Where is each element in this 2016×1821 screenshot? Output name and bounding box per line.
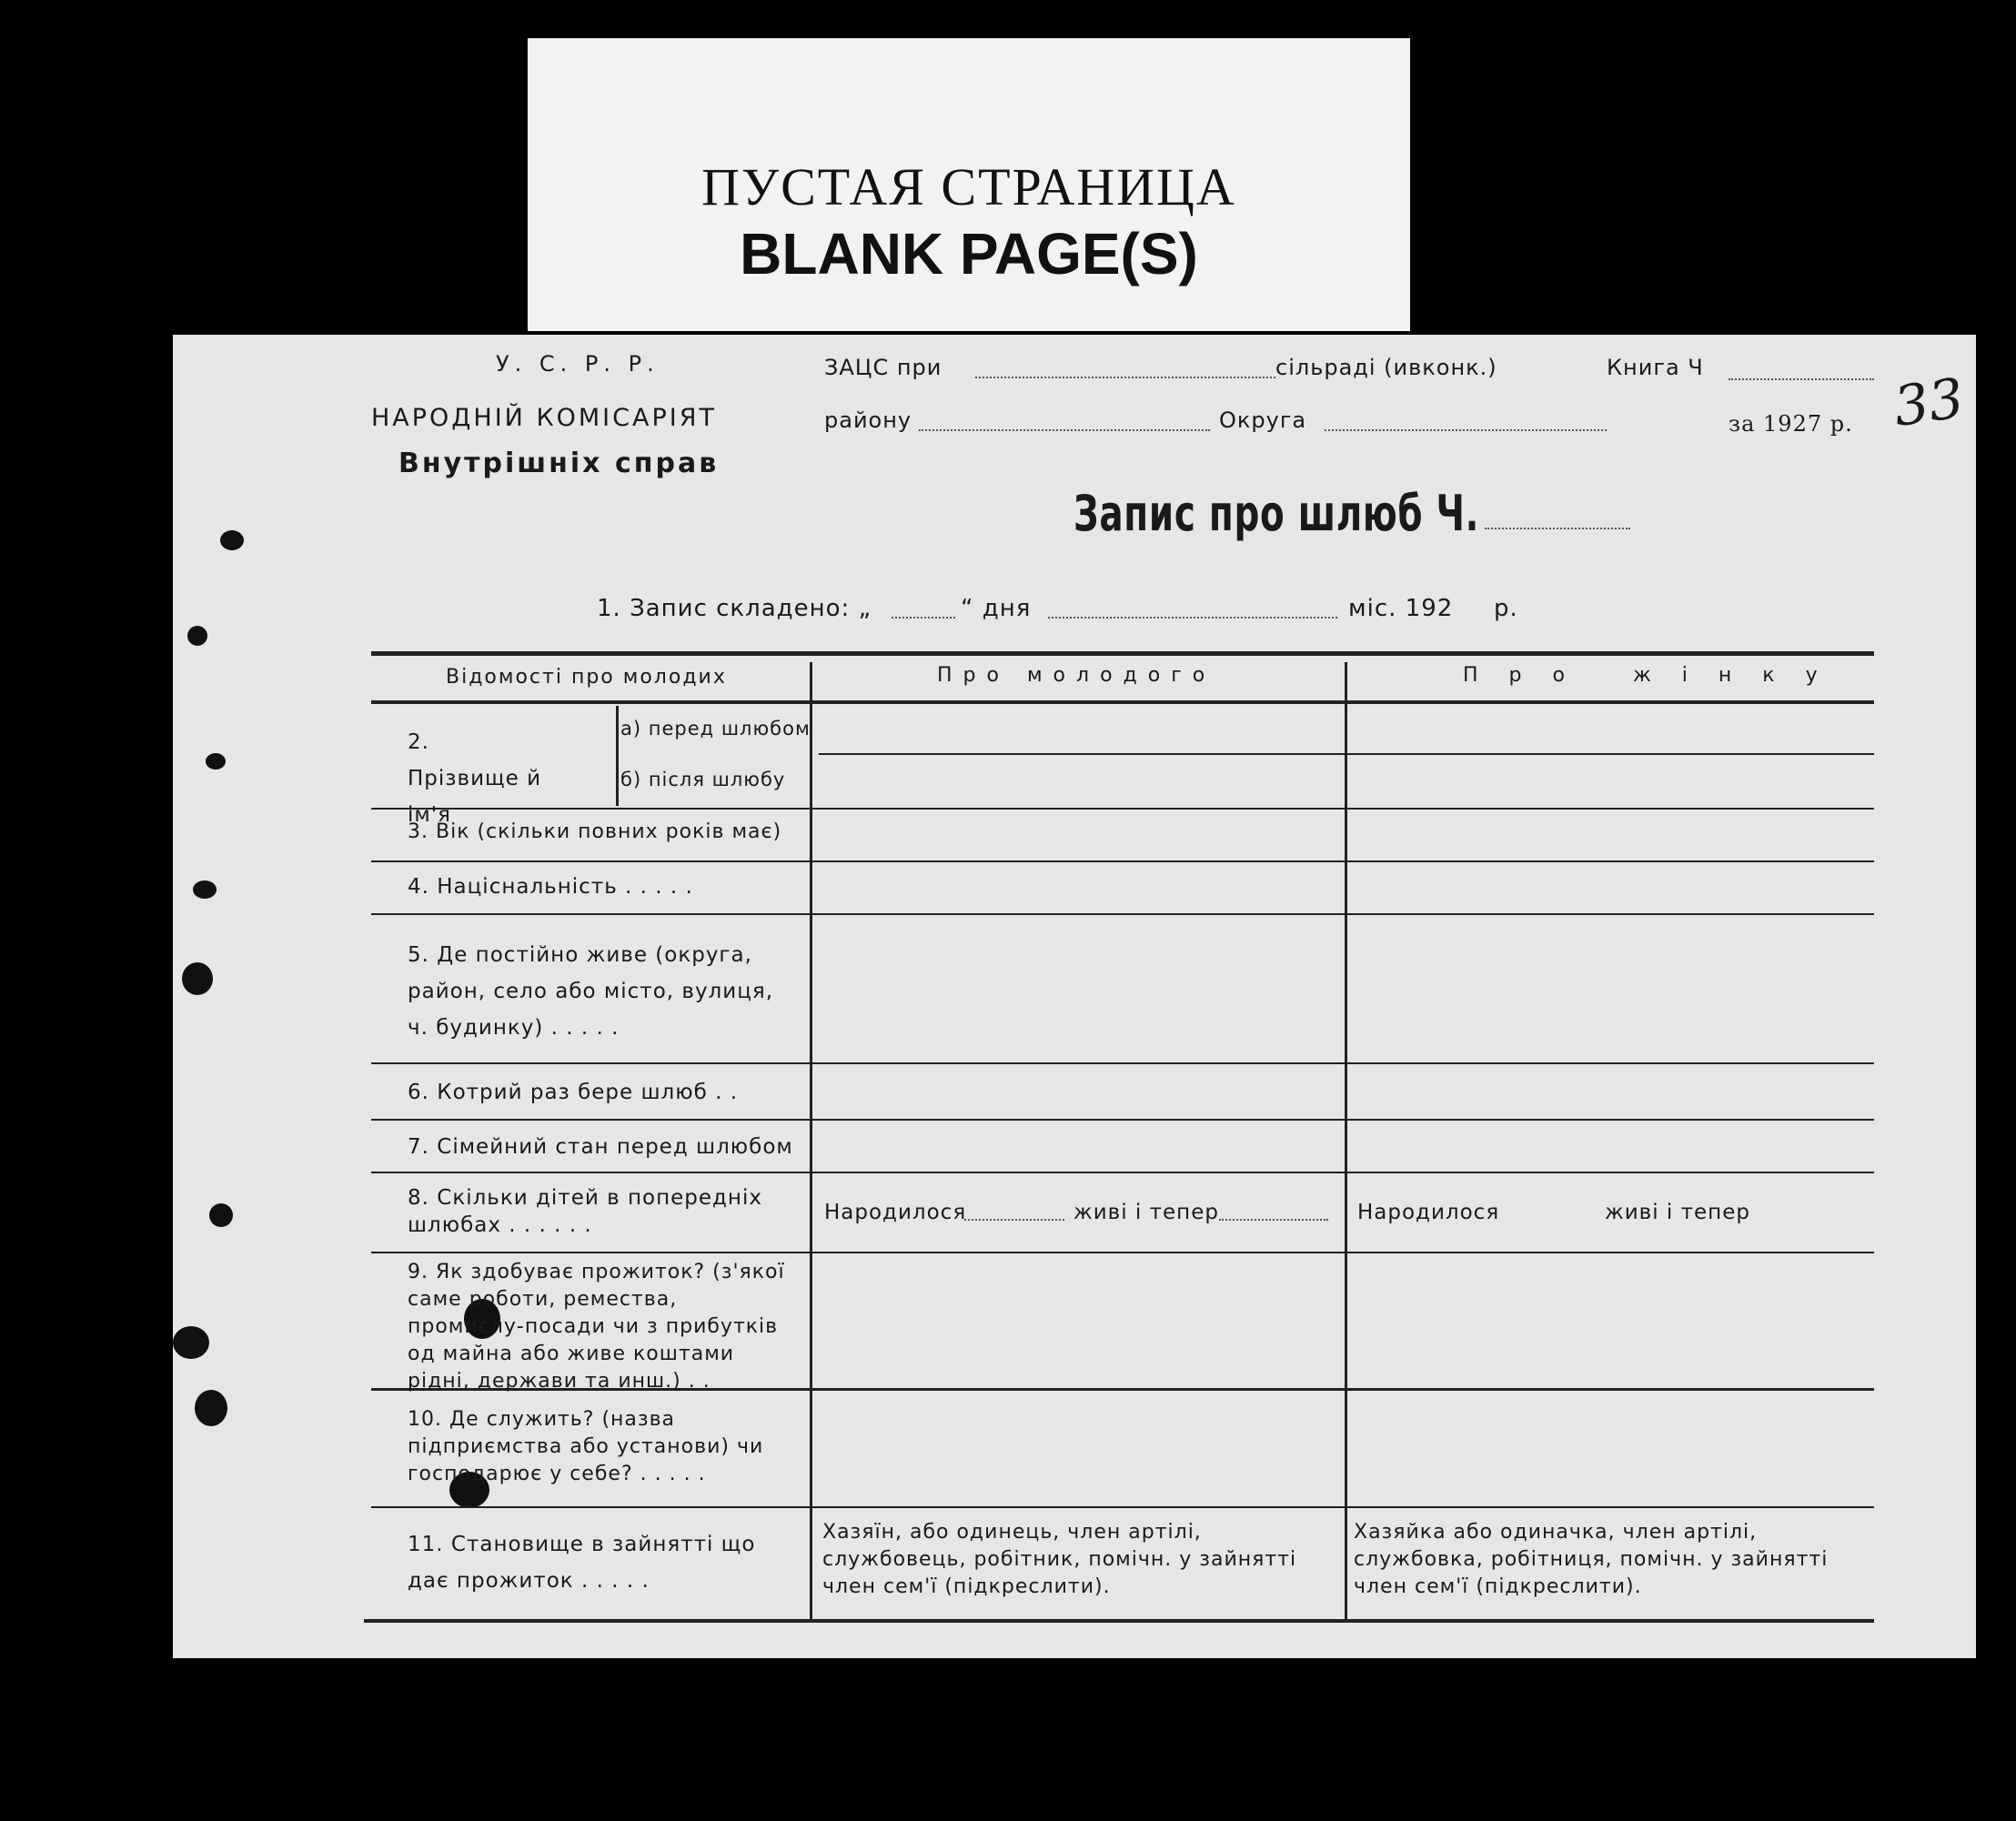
commissariat-label: НАРОДНІЙ КОМІСАРІЯТ [371,404,717,432]
department-label: Внутрішніх справ [398,448,720,479]
row4-rule [371,913,1874,915]
row8-label: 8. Скільки дітей в попередніх шлюбах . . . . . . [408,1186,762,1237]
zags-label: ЗАЦС при [824,355,942,380]
item1-r: р. [1494,595,1518,622]
row7-rule [371,1172,1874,1173]
okruga-label: Округа [1219,407,1307,433]
zags-dotted-line [975,377,1275,378]
item1-day-dots [892,617,955,619]
punch-hole [206,753,226,770]
blank-page-ru: ПУСТАЯ СТРАНИЦА [701,157,1236,216]
district-label: району [824,407,912,433]
row8-rule [371,1252,1874,1253]
folio-number: 33 [1890,367,1968,439]
r8-groom-born-dots [964,1219,1064,1221]
item1-mid: “ дня [961,595,1032,622]
table-top-rule [371,651,1874,656]
r8-groom-alive: живі і тепер [1074,1201,1219,1224]
blank-page-en: BLANK PAGE(S) [740,221,1198,287]
groom-bride-divider [1345,662,1347,1619]
r8-bride-alive: живі і тепер [1605,1201,1750,1224]
r11-bride-text: Хазяйка або одиначка, член артілі, службовка, робітниця, помічн. у зайнятті член сем'ї (підкреслити). [1354,1521,1829,1598]
selrada-label: сільраді (ивконк.) [1275,355,1497,380]
table-bottom-rule [364,1619,1874,1623]
row2a-label: а) перед шлюбом [620,718,811,739]
item1-prefix: 1. Запис складено: „ [597,595,872,622]
row6-rule [371,1119,1874,1121]
row2b-label: б) після шлюбу [620,769,786,790]
row11-label: 11. Становище в зайнятті що дає прожиток . . . . . [408,1533,756,1593]
punch-hole [220,530,244,550]
blank-page-slip [528,38,1410,331]
row2-label: 2. Прізвище й ім'я [408,730,542,827]
col-groom-header: Про молодого [937,664,1216,687]
row2-rule [371,808,1874,810]
row5-label: 5. Де постійно живе (округа, район, село або місто, вулиця, ч. будинку) . . . . . [408,943,774,1040]
row10-label: 10. Де служить? (назва підприємства або установи) чи господарює у себе? . . . . . [408,1408,764,1485]
title-dotted-line [1485,528,1630,529]
punch-hole [173,1326,209,1359]
row7-label: 7. Сімейний стан перед шлюбом [408,1135,793,1159]
punch-hole [187,626,207,646]
r8-bride-born: Народилося [1357,1201,1500,1224]
row6-label: 6. Котрий раз бере шлюб . . [408,1081,739,1104]
item1-mis: міс. 192 [1348,595,1454,622]
row3-rule [371,860,1874,862]
col-info-header: Відомості про молодих [446,666,727,689]
form-title: Запис про шлюб Ч. [1074,485,1480,542]
okruga-dotted-line [1325,429,1607,431]
row5-rule [371,1062,1874,1064]
r8-groom-born: Народилося [824,1201,967,1224]
row4-label: 4. Націснальність . . . . . [408,875,693,899]
punch-hole [195,1390,227,1426]
punch-hole [182,962,213,995]
row10-rule [371,1506,1874,1508]
table-head-rule [371,700,1874,704]
row2-sub-divider [616,706,619,806]
r8-groom-alive-dots [1219,1219,1328,1221]
punch-hole [193,880,217,899]
punch-hole [209,1203,233,1227]
col-bride-header: Про жінку [1463,664,1849,687]
item1-month-dots [1048,617,1337,619]
row3-label: 3. Вік (скільки повних років має) [408,820,782,843]
row9-label: 9. Як здобуває прожиток? (з'якої саме роботи, ремества, промислу-посади чи з прибутків од майна або живе коштами рідні, держави та инш.) . . [408,1261,785,1393]
district-dotted-line [919,429,1210,431]
book-dotted-line [1729,378,1874,380]
info-col-divider [810,662,812,1619]
book-label: Книга Ч [1607,355,1704,380]
r11-groom-text: Хазяїн, або одинець, член артілі, службовець, робітник, помічн. у зайнятті член сем'ї (підкреслити). [822,1521,1297,1598]
ussr-label: У. С. Р. Р. [496,351,660,377]
marriage-record-form [173,335,1976,1658]
year-label: за 1927 р. [1729,411,1853,437]
